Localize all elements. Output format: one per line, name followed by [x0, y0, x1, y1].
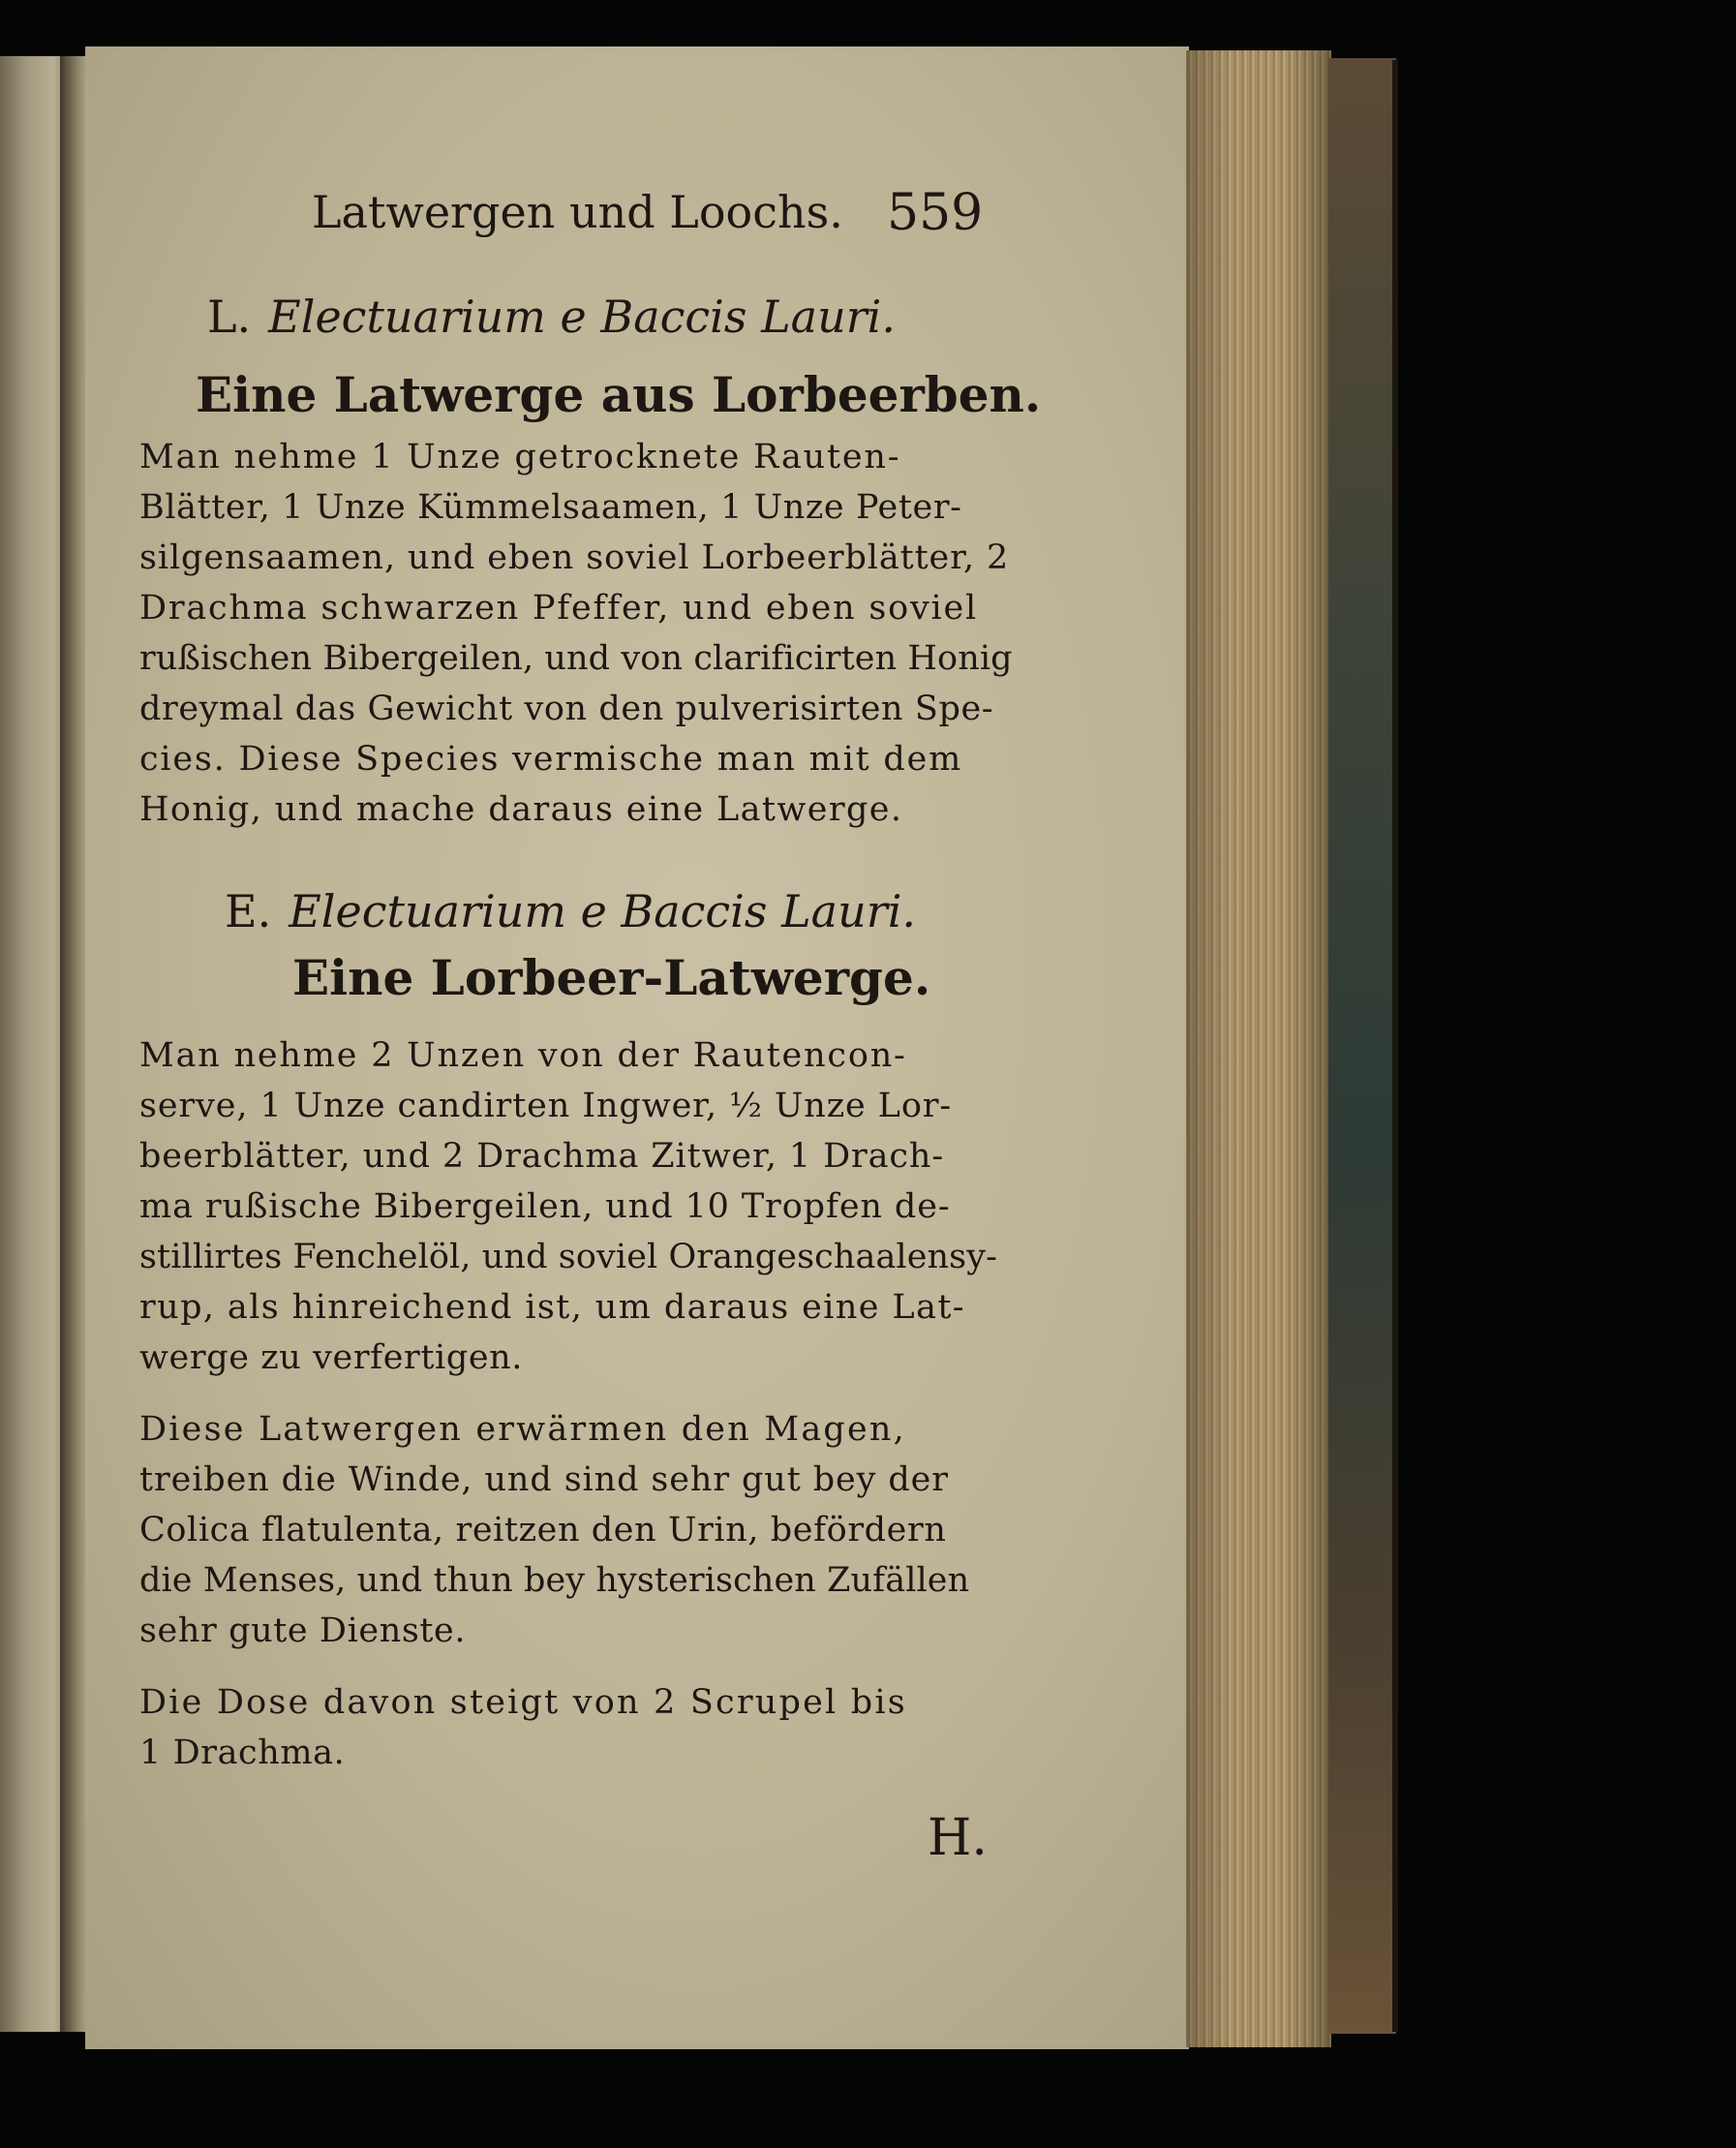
paragraph3-line: Colica flatulenta, reitzen den Urin, befördern	[139, 1511, 947, 1550]
paragraph3-line: treiben die Winde, und sind sehr gut bey der	[139, 1460, 949, 1499]
paragraph3-line: sehr gute Dienste.	[139, 1611, 467, 1650]
page-number: 559	[887, 184, 984, 242]
catchword: H.	[928, 1809, 988, 1867]
running-head: Latwergen und Loochs.	[312, 186, 843, 238]
paragraph4-line: Die Dose davon steigt von 2 Scrupel bis	[139, 1683, 907, 1722]
section2-german-heading: Eine Lorbeer-Latwerge.	[292, 949, 931, 1006]
section1-german-heading: Eine Latwerge aus Lorbeerben.	[196, 366, 1042, 423]
book-cover	[1328, 58, 1396, 2034]
section2-latin-heading	[225, 885, 916, 937]
section1-line: cies. Diese Species vermische man mit dem	[139, 740, 963, 779]
section2-line: rup, als hinreichend ist, um daraus eine Lat-	[139, 1288, 966, 1327]
paragraph4-line: 1 Drachma.	[139, 1734, 346, 1772]
section1-letter: L.	[207, 291, 252, 343]
section2-line: stillirtes Fenchelöl, und soviel Orangeschaalensy-	[139, 1238, 998, 1276]
section1-line: dreymal das Gewicht von den pulverisirten Spe-	[139, 690, 994, 728]
section1-line: Drachma schwarzen Pfeffer, und eben soviel	[139, 589, 979, 628]
section2-letter: E.	[225, 885, 272, 937]
section2-line: serve, 1 Unze candirten Ingwer, ½ Unze Lor-	[139, 1087, 953, 1125]
section1-line: Blätter, 1 Unze Kümmelsaamen, 1 Unze Peter-	[139, 488, 962, 527]
section1-line: silgensaamen, und eben soviel Lorbeerblätter, 2	[139, 538, 1010, 577]
section1-latin-title: Electuarium e Baccis Lauri.	[268, 291, 897, 343]
paragraph3-line: die Menses, und thun bey hysterischen Zufällen	[139, 1561, 970, 1600]
section2-line: beerblätter, und 2 Drachma Zitwer, 1 Drach-	[139, 1137, 945, 1176]
section1-latin-heading	[207, 291, 896, 343]
page-edges-shade	[1186, 50, 1331, 2047]
section2-line: werge zu verfertigen.	[139, 1338, 524, 1377]
paragraph3-line: Diese Latwergen erwärmen den Magen,	[139, 1410, 906, 1449]
section1-line: Honig, und mache daraus eine Latwerge.	[139, 790, 903, 829]
section2-latin-title: Electuarium e Baccis Lauri.	[289, 885, 917, 937]
section2-line: Man nehme 2 Unzen von der Rautencon-	[139, 1036, 907, 1075]
book-cover-edge	[1392, 60, 1398, 2032]
section2-line: ma rußische Bibergeilen, und 10 Tropfen de-	[139, 1187, 951, 1226]
left-page-edge	[0, 56, 68, 2032]
section1-line: Man nehme 1 Unze getrocknete Rauten-	[139, 438, 901, 476]
section1-line: rußischen Bibergeilen, und von clarificirten Honig	[139, 639, 1013, 678]
